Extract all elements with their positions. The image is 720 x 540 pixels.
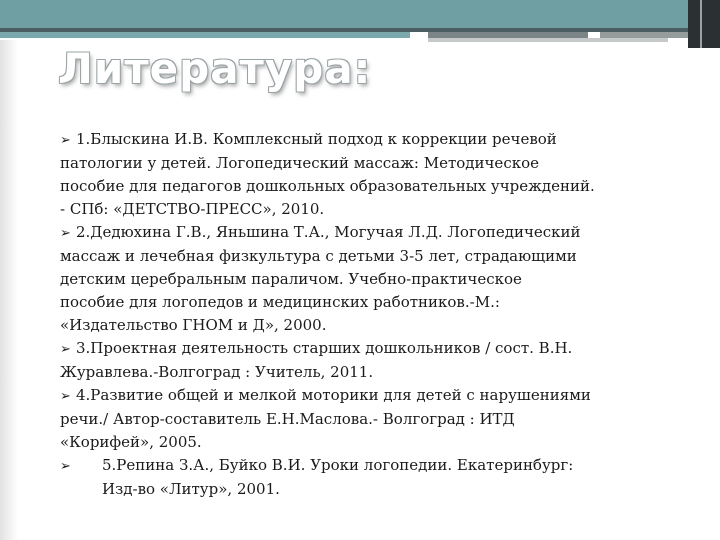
list-item-line: ➢ 5.Репина З.А., Буйко В.И. Уроки логопедии. Екатеринбург: [60, 454, 700, 478]
header-bar [0, 0, 720, 28]
list-item-line: «Корифей», 2005. [60, 433, 202, 451]
list-item-line: ➢ 4.Развитие общей и мелкой моторики для детей с нарушениями [60, 384, 700, 408]
list-item-line: речи./ Автор-составитель Е.Н.Маслова.- Волгоград : ИТД [60, 410, 515, 428]
slide-title: Литература: [58, 44, 372, 93]
header-corner-block [688, 0, 720, 48]
header-accent-left [0, 32, 410, 38]
arrow-bullet-icon: ➢ [60, 459, 71, 474]
list-item [60, 337, 700, 384]
list-item-line: патологии у детей. Логопедический массаж: Методическое [60, 154, 539, 172]
list-item-line: пособие для педагогов дошкольных образовательных учреждений. [60, 177, 595, 195]
list-item-line: детским церебральным параличом. Учебно-практическое [60, 270, 522, 288]
list-item-line: «Издательство ГНОМ и Д», 2000. [60, 316, 327, 334]
arrow-bullet-icon: ➢ [60, 226, 71, 241]
list-item [60, 454, 700, 501]
list-item [60, 128, 700, 221]
list-item-line: массаж и лечебная физкультура с детьми 3-5 лет, страдающими [60, 247, 577, 265]
list-item-line: Журавлева.-Волгоград : Учитель, 2011. [60, 363, 374, 381]
list-item [60, 221, 700, 337]
arrow-bullet-icon: ➢ [60, 133, 71, 148]
list-item-line: пособие для логопедов и медицинских работников.-М.: [60, 293, 500, 311]
list-item-line: ➢ 2.Дедюхина Г.В., Яньшина Т.А., Могучая Л.Д. Логопедический [60, 221, 700, 245]
header-accent-strip [428, 38, 668, 42]
arrow-bullet-icon: ➢ [60, 342, 71, 357]
list-item-line: ➢ 1.Блыскина И.В. Комплексный подход к коррекции речевой [60, 128, 700, 152]
header-corner-line [700, 0, 702, 48]
list-item [60, 384, 700, 454]
bibliography-list [60, 128, 700, 501]
list-item-line: ➢ 3.Проектная деятельность старших дошкольников / сост. В.Н. [60, 337, 700, 361]
arrow-bullet-icon: ➢ [60, 389, 71, 404]
list-item-line: Изд-во «Литур», 2001. [102, 480, 280, 498]
left-shadow [0, 40, 18, 540]
list-item-line: - СПб: «ДЕТСТВО-ПРЕСС», 2010. [60, 200, 325, 218]
